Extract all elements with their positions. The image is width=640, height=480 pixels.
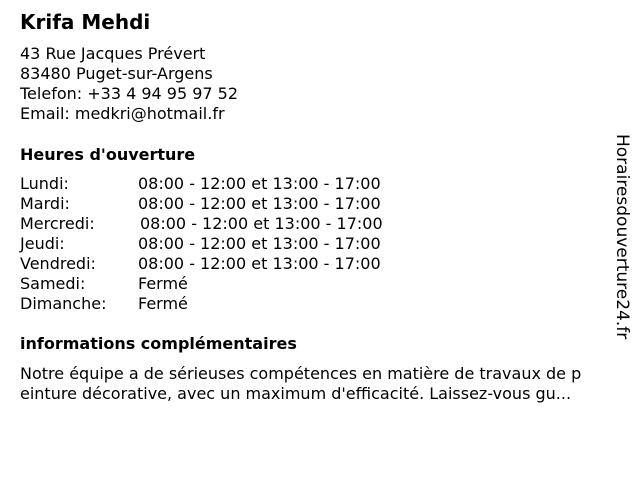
business-name: Krifa Mehdi bbox=[20, 10, 151, 34]
day-label: Mardi: bbox=[20, 194, 70, 213]
address-block bbox=[20, 44, 238, 124]
day-label: Mercredi: bbox=[20, 214, 95, 233]
day-hours: 08:00 - 12:00 et 13:00 - 17:00 bbox=[140, 214, 383, 233]
day-hours: Fermé bbox=[138, 274, 188, 293]
day-hours: 08:00 - 12:00 et 13:00 - 17:00 bbox=[138, 194, 381, 213]
day-label: Dimanche: bbox=[20, 294, 107, 313]
day-label: Jeudi: bbox=[20, 234, 65, 253]
day-hours: 08:00 - 12:00 et 13:00 - 17:00 bbox=[138, 174, 381, 193]
day-label: Vendredi: bbox=[20, 254, 96, 273]
email-address: Email: medkri@hotmail.fr bbox=[20, 104, 225, 123]
site-watermark: Horairesdouverture24.fr bbox=[612, 134, 632, 340]
address-city: 83480 Puget-sur-Argens bbox=[20, 64, 213, 83]
day-hours: Fermé bbox=[138, 294, 188, 313]
business-description bbox=[20, 364, 626, 404]
address-street: 43 Rue Jacques Prévert bbox=[20, 44, 206, 63]
day-label: Samedi: bbox=[20, 274, 86, 293]
hours-heading: Heures d'ouverture bbox=[20, 145, 196, 164]
day-label: Lundi: bbox=[20, 174, 69, 193]
phone-number: Telefon: +33 4 94 95 97 52 bbox=[20, 84, 239, 103]
description-line: einture décorative, avec un maximum d'efficacité. Laissez-vous gu... bbox=[20, 384, 572, 403]
day-hours: 08:00 - 12:00 et 13:00 - 17:00 bbox=[138, 254, 381, 273]
description-line: Notre équipe a de sérieuses compétences en matière de travaux de p bbox=[20, 364, 582, 383]
additional-info-heading: informations complémentaires bbox=[20, 334, 297, 353]
day-hours: 08:00 - 12:00 et 13:00 - 17:00 bbox=[138, 234, 381, 253]
